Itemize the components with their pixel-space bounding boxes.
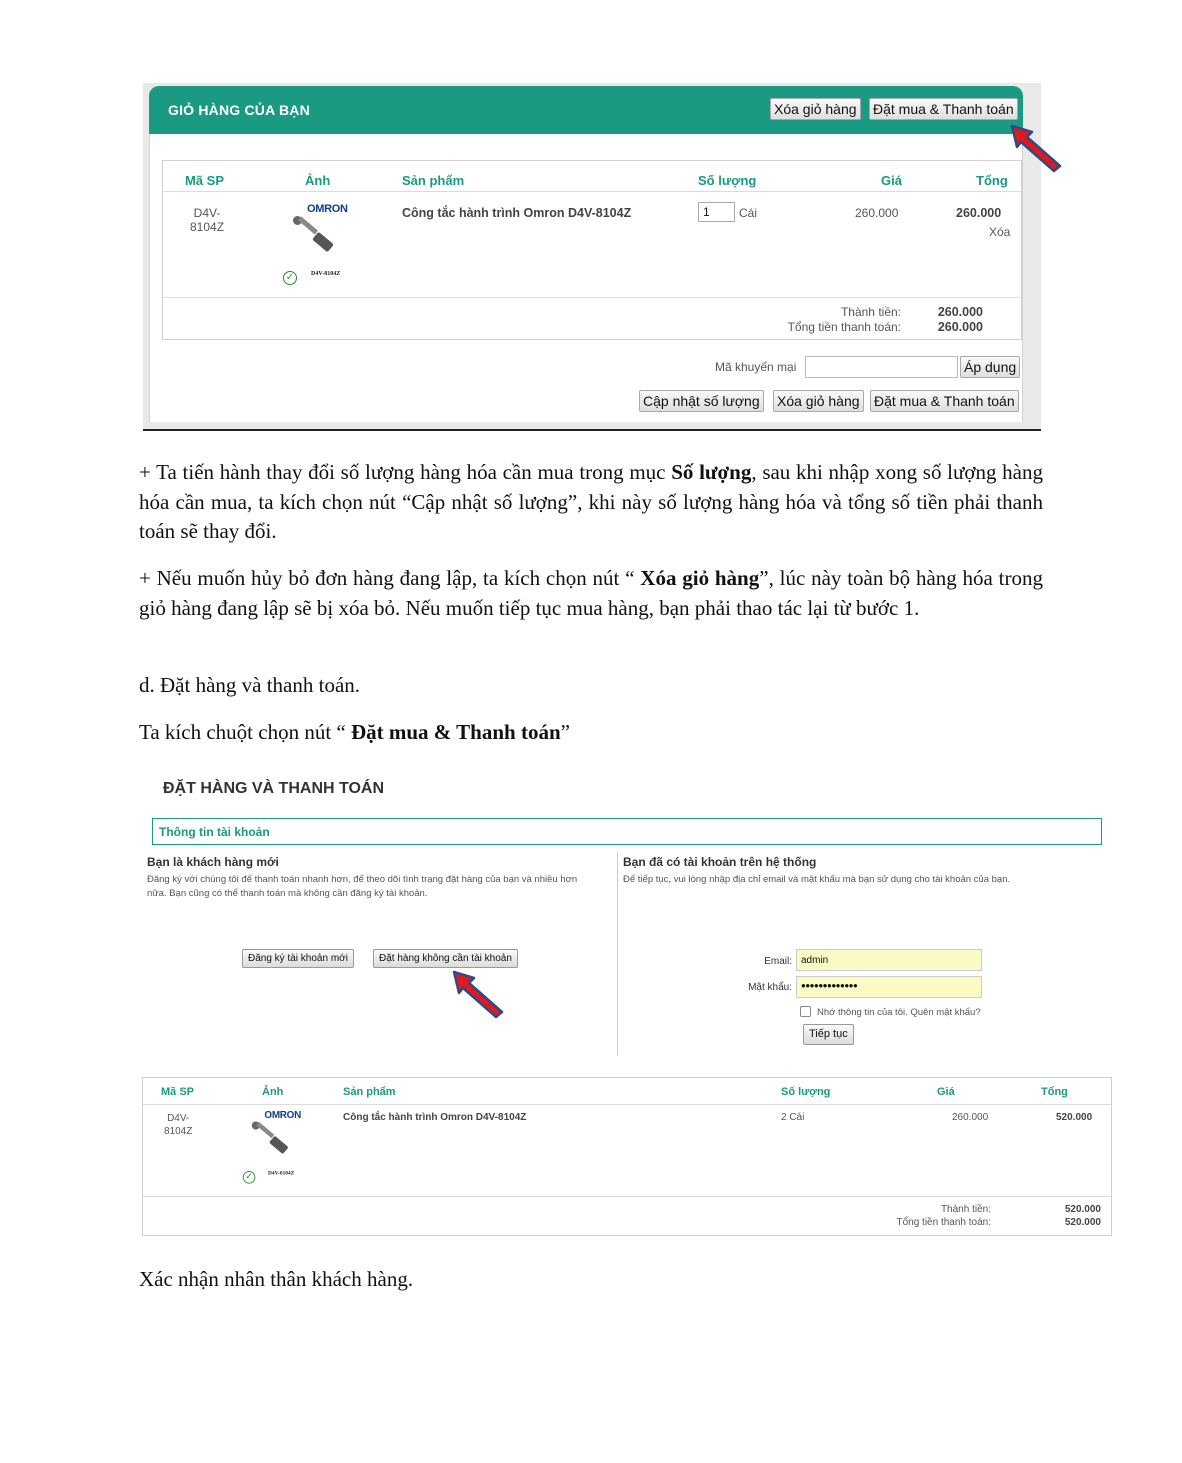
sku-line: D4V- — [193, 206, 221, 220]
paragraph-clear-cart — [139, 564, 1043, 623]
clear-cart-button[interactable]: Xóa giỏ hàng — [770, 98, 861, 120]
sku-cell — [190, 206, 224, 234]
new-customer-heading: Bạn là khách hàng mới — [147, 855, 279, 869]
col-image: Ảnh — [262, 1086, 284, 1098]
header-divider — [143, 1104, 1111, 1105]
remember-label[interactable]: Nhớ thông tin của tôi. Quên mật khẩu? — [817, 1007, 981, 1018]
omron-logo: OMRON — [264, 1109, 302, 1121]
grand-total-value: 520.000 — [1064, 1217, 1101, 1228]
quantity-input[interactable] — [698, 202, 735, 222]
text-run: ”, lúc này toàn bộ hàng hóa trong giỏ hàng đang lập sẽ bị xóa bỏ. Nếu muốn tiếp tục mua hàng, bạn phải thao tác lại từ bước 1. — [139, 566, 1044, 620]
sku-line: D4V- — [167, 1113, 190, 1124]
text-run: ” — [560, 720, 570, 744]
paragraph-checkout-instruction — [139, 720, 570, 745]
cart-table — [162, 160, 1022, 340]
checkout-button[interactable]: Đặt mua & Thanh toán — [869, 98, 1018, 120]
sku-line: 8104Z — [164, 1126, 193, 1137]
subtotal-label: Thành tiền: — [840, 305, 901, 319]
col-qty: Số lượng — [781, 1086, 831, 1098]
header-divider — [163, 191, 1021, 192]
model-tag: D4V-8104Z — [311, 271, 341, 277]
cart-header — [149, 86, 1023, 134]
password-field[interactable]: ●●●●●●●●●●●●● — [796, 976, 982, 998]
col-product: Sản phẩm — [402, 173, 465, 188]
product-image — [281, 201, 353, 289]
col-total: Tổng — [1041, 1086, 1068, 1098]
bold-run: Số lượng — [671, 460, 752, 484]
promo-input[interactable] — [805, 356, 958, 378]
sku-cell — [164, 1112, 192, 1138]
paragraph-update-quantity — [139, 458, 1043, 547]
order-summary-table — [142, 1077, 1112, 1236]
col-sku: Mã SP — [161, 1086, 195, 1098]
promo-label: Mã khuyến mại — [715, 360, 797, 374]
text-run: Ta kích chuột chọn nút “ — [139, 720, 351, 744]
omron-logo: OMRON — [307, 203, 348, 215]
red-arrow-icon — [1008, 122, 1064, 174]
col-product: Sản phẩm — [343, 1086, 396, 1098]
register-button[interactable]: Đăng ký tài khoản mới — [242, 949, 354, 968]
checkout-title: ĐẶT HÀNG VÀ THANH TOÁN — [163, 780, 385, 797]
product-name: Công tắc hành trình Omron D4V-8104Z — [343, 1112, 527, 1123]
switch-body — [312, 232, 334, 253]
subtotal-label: Thành tiền: — [940, 1204, 991, 1215]
closing-text: Xác nhận nhân thân khách hàng. — [139, 1267, 414, 1291]
bold-run: Xóa giỏ hàng — [640, 566, 760, 590]
clear-cart-button-bottom[interactable]: Xóa giỏ hàng — [773, 390, 864, 412]
total-cell: 260.000 — [956, 206, 1002, 220]
text-run: , sau khi nhập xong số lượng hàng hóa cần mua, ta kích chọn nút “Cập nhật số lượng”, khi này số lượng hàng hóa và tổng số tiền phải thanh toán sẽ thay đổi. — [139, 460, 1043, 543]
remember-checkbox[interactable] — [800, 1006, 811, 1017]
section-heading-d: d. Đặt hàng và thanh toán. — [139, 673, 361, 697]
col-sku: Mã SP — [185, 173, 225, 188]
cart-screenshot — [143, 83, 1041, 431]
account-info-section — [152, 818, 1102, 845]
red-arrow-icon — [450, 968, 506, 1020]
guest-checkout-button[interactable]: Đặt hàng không cần tài khoản — [373, 949, 518, 968]
account-info-label: Thông tin tài khoản — [159, 825, 270, 839]
grand-total-label: Tổng tiền thanh toán: — [787, 320, 901, 334]
switch-arm — [256, 1122, 274, 1138]
product-name: Công tắc hành trình Omron D4V-8104Z — [402, 206, 632, 220]
price-cell: 260.000 — [952, 1112, 989, 1123]
col-qty: Số lượng — [698, 173, 757, 188]
grand-total-value: 260.000 — [937, 320, 983, 334]
new-customer-text: Đăng ký với chúng tôi để thanh toán nhanh hơn, để theo dõi tình trạng đặt hàng của bạn và nhiều hơn nữa. Bạn cũng có thể thanh toán mà không cần đăng ký tài khoản. — [147, 874, 578, 899]
email-field[interactable] — [796, 949, 982, 971]
bold-run: Đặt mua & Thanh toán — [350, 720, 561, 744]
existing-account-heading: Bạn đã có tài khoản trên hệ thống — [623, 855, 817, 869]
check-icon: ✓ — [243, 1171, 256, 1184]
grand-total-label: Tổng tiền thanh toán: — [896, 1217, 991, 1228]
sku-line: 8104Z — [190, 220, 225, 234]
model-tag: D4V-8104Z — [268, 1171, 295, 1177]
col-price: Giá — [937, 1086, 955, 1098]
row-divider — [143, 1196, 1111, 1197]
switch-arm — [298, 217, 318, 235]
subtotal-value: 260.000 — [937, 305, 983, 319]
col-image: Ảnh — [305, 173, 331, 188]
subtotal-value: 520.000 — [1064, 1204, 1101, 1215]
email-label: Email: — [764, 956, 792, 967]
row-divider — [163, 297, 1021, 298]
col-total: Tổng — [976, 173, 1008, 188]
product-image — [241, 1108, 306, 1187]
check-icon: ✓ — [283, 271, 297, 285]
text-run: + Nếu muốn hủy bỏ đơn hàng đang lập, ta kích chọn nút “ — [139, 566, 641, 590]
col-price: Giá — [881, 173, 902, 188]
total-cell: 520.000 — [1056, 1112, 1093, 1123]
checkout-button-bottom[interactable]: Đặt mua & Thanh toán — [870, 390, 1019, 412]
cart-body — [149, 134, 1023, 422]
unit-label: Cái — [739, 206, 758, 220]
column-divider — [617, 852, 618, 1055]
password-label: Mật khẩu: — [748, 982, 792, 993]
cart-title: GIỎ HÀNG CỦA BẠN — [168, 102, 310, 118]
text-run: + Ta tiến hành thay đổi số lượng hàng hóa cần mua trong mục — [139, 460, 672, 484]
apply-promo-button[interactable]: Áp dụng — [960, 356, 1020, 378]
qty-cell: 2 Cái — [781, 1112, 805, 1123]
existing-account-text: Để tiếp tục, vui lòng nhập địa chỉ email và mật khẩu mà bạn sử dụng cho tài khoản của bạn. — [623, 874, 1011, 885]
update-quantity-button[interactable]: Cập nhật số lượng — [639, 390, 764, 412]
continue-button[interactable]: Tiếp tục — [803, 1024, 854, 1045]
switch-body — [269, 1136, 289, 1154]
remove-link[interactable]: Xóa — [989, 225, 1011, 239]
price-cell: 260.000 — [855, 206, 899, 220]
